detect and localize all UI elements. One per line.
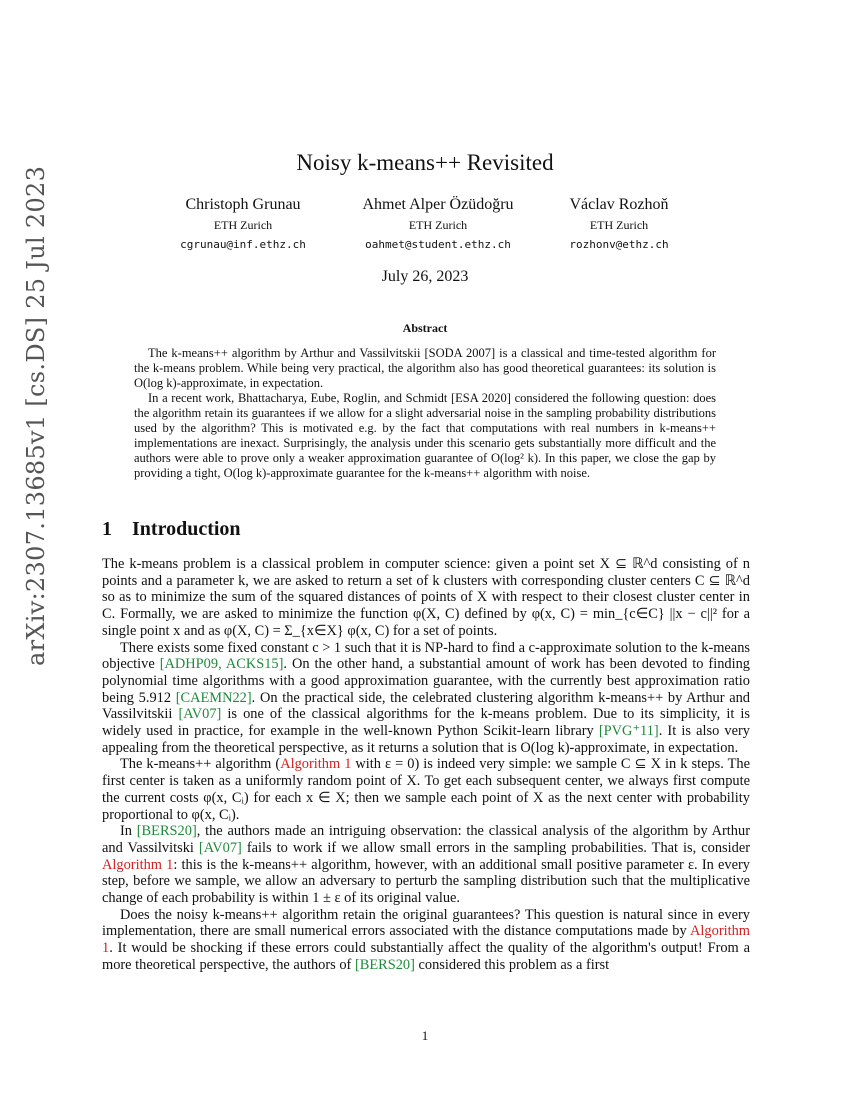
text-run: fails to work if we allow small errors in the sampling probabilities. That is, consider [241, 839, 750, 856]
citation-link[interactable]: [BERS20] [136, 823, 197, 840]
author-block [529, 196, 709, 251]
section-number: 1 [102, 518, 112, 540]
author-email[interactable]: cgrunau@inf.ethz.ch [180, 238, 306, 251]
text-run: . On the other hand, a substantial amount of work has been devoted to finding polynomial time algorithms with a good approximation guarantee, with the currently best approximation ratio being 5.912 [102, 656, 751, 706]
text-run: Does the noisy k-means++ algorithm retain the original guarantees? This question is natural since in every implementation, there are small numerical errors associated with the distance computations made by [102, 906, 750, 940]
citation-link[interactable]: [PVG⁺11] [598, 723, 659, 740]
author-block [153, 196, 333, 251]
author-name: Václav Rozhoň [569, 196, 669, 213]
author-name: Ahmet Alper Özüdoğru [362, 196, 514, 213]
body-paragraph [102, 756, 750, 823]
paper-title: Noisy k-means++ Revisited [296, 150, 554, 175]
section-title: Introduction [132, 518, 241, 540]
author-email[interactable]: rozhonv@ethz.ch [569, 238, 669, 251]
publication-date: July 26, 2023 [381, 268, 469, 285]
introduction-body [102, 556, 750, 974]
author-affiliation: ETH Zurich [408, 218, 468, 232]
citation-link[interactable]: [ADHP09, ACKS15] [159, 656, 284, 673]
text-run: considered this problem as a first [414, 956, 610, 973]
text-run: . It would be shocking if these errors could substantially affect the quality of the algorithm's output! From a more theoretical perspective, the authors of [102, 940, 750, 973]
citation-link[interactable]: [CAEMN22] [175, 689, 252, 706]
citation-link[interactable]: [AV07] [178, 706, 222, 723]
body-paragraph [102, 640, 750, 757]
body-paragraph [102, 823, 750, 907]
author-block [348, 196, 528, 251]
body-paragraph [102, 907, 750, 974]
body-paragraph: The k-means problem is a classical problem in computer science: given a point set X ⊆ ℝ^d consisting of n points and a parameter k, we are asked to return a set of k clusters with corresponding cluster centers C ⊆ ℝ^d so as to minimize the sum of the squared distances of points of X with respect to their closest cluster center in C. Formally, we are asked to minimize the function φ(X, C) defined by φ(x, C) = min_{c∈C} ||x − c||² for a single point x and as φ(X, C) = Σ_{x∈X} φ(x, C) for a set of points. [102, 556, 750, 639]
algorithm-reference-link[interactable]: Algorithm 1 [280, 756, 352, 773]
abstract-paragraph: In a recent work, Bhattacharya, Eube, Roglin, and Schmidt [ESA 2020] considered the following question: does the algorithm retain its guarantees if we allow for a slight adversarial noise in the sampling probability distributions used by the algorithm? This is motivated e.g. by the fact that computations with real numbers in k-means++ implementations are inexact. Surprisingly, the analysis under this scenario gets substantially more difficult and the authors were able to prove only a weaker approximation guarantee of O(log² k). In this paper, we close the gap by providing a tight, O(log k)-approximate guarantee for the k-means++ algorithm with noise. [134, 391, 716, 480]
author-affiliation: ETH Zurich [213, 218, 273, 232]
algorithm-reference-link[interactable]: Algorithm 1 [102, 856, 174, 873]
author-email[interactable]: oahmet@student.ethz.ch [365, 238, 511, 251]
abstract-heading: Abstract [402, 321, 448, 335]
citation-link[interactable]: [AV07] [198, 839, 242, 856]
author-name: Christoph Grunau [185, 196, 301, 213]
text-run: : this is the k-means++ algorithm, however, with an additional small positive parameter ε. In every step, before we sample, we allow an adversary to perturb the sampling distribution such that the multiplicative change of each probability is within 1 ± ε of its original value. [102, 856, 750, 907]
arxiv-identifier-stamp: arXiv:2307.13685v1 [cs.DS] 25 Jul 2023 [22, 165, 50, 666]
page-number: 1 [421, 1028, 429, 1043]
algorithm-reference-link[interactable]: Algorithm 1 [102, 923, 750, 957]
text-run: with ε = 0) is indeed very simple: we sample C ⊆ X in k steps. The first center is taken as a uniformly random point of X. To get each subsequent center, we always first compute the current costs φ(x, Cᵢ) for each x ∈ X; then we sample each point of X as the next center with probability proportional to φ(x, Cᵢ). [102, 756, 750, 823]
text-run: is one of the classical algorithms for the k-means problem. Due to its simplicity, it is widely used in practice, for example in the well-known Python Scikit-learn library [102, 706, 750, 740]
text-run: . It is also very appealing from the theoretical perspective, as it returns a solution that is O(log k)-approximate, in expectation. [102, 723, 750, 756]
abstract-paragraph: The k-means++ algorithm by Arthur and Vassilvitskii [SODA 2007] is a classical and time-tested algorithm for the k-means problem. While being very practical, the algorithm also has good theoretical guarantees: its solution is O(log k)-approximate, in expectation. [134, 346, 716, 390]
abstract-body [134, 346, 716, 481]
text-run: In [120, 823, 137, 840]
text-run: , the authors made an intriguing observation: the classical analysis of the algorithm by Arthur and Vassilvitski [102, 823, 750, 856]
text-run: The k-means++ algorithm ( [120, 756, 281, 773]
text-run: There exists some fixed constant c > 1 such that it is NP-hard to find a c-approximate solution to the k-means objective [102, 639, 750, 673]
text-run: . On the practical side, the celebrated clustering algorithm k-means++ by Arthur and Vassilvitskii [102, 689, 751, 723]
author-affiliation: ETH Zurich [589, 218, 649, 232]
citation-link[interactable]: [BERS20] [354, 956, 415, 973]
section-heading [102, 518, 241, 541]
